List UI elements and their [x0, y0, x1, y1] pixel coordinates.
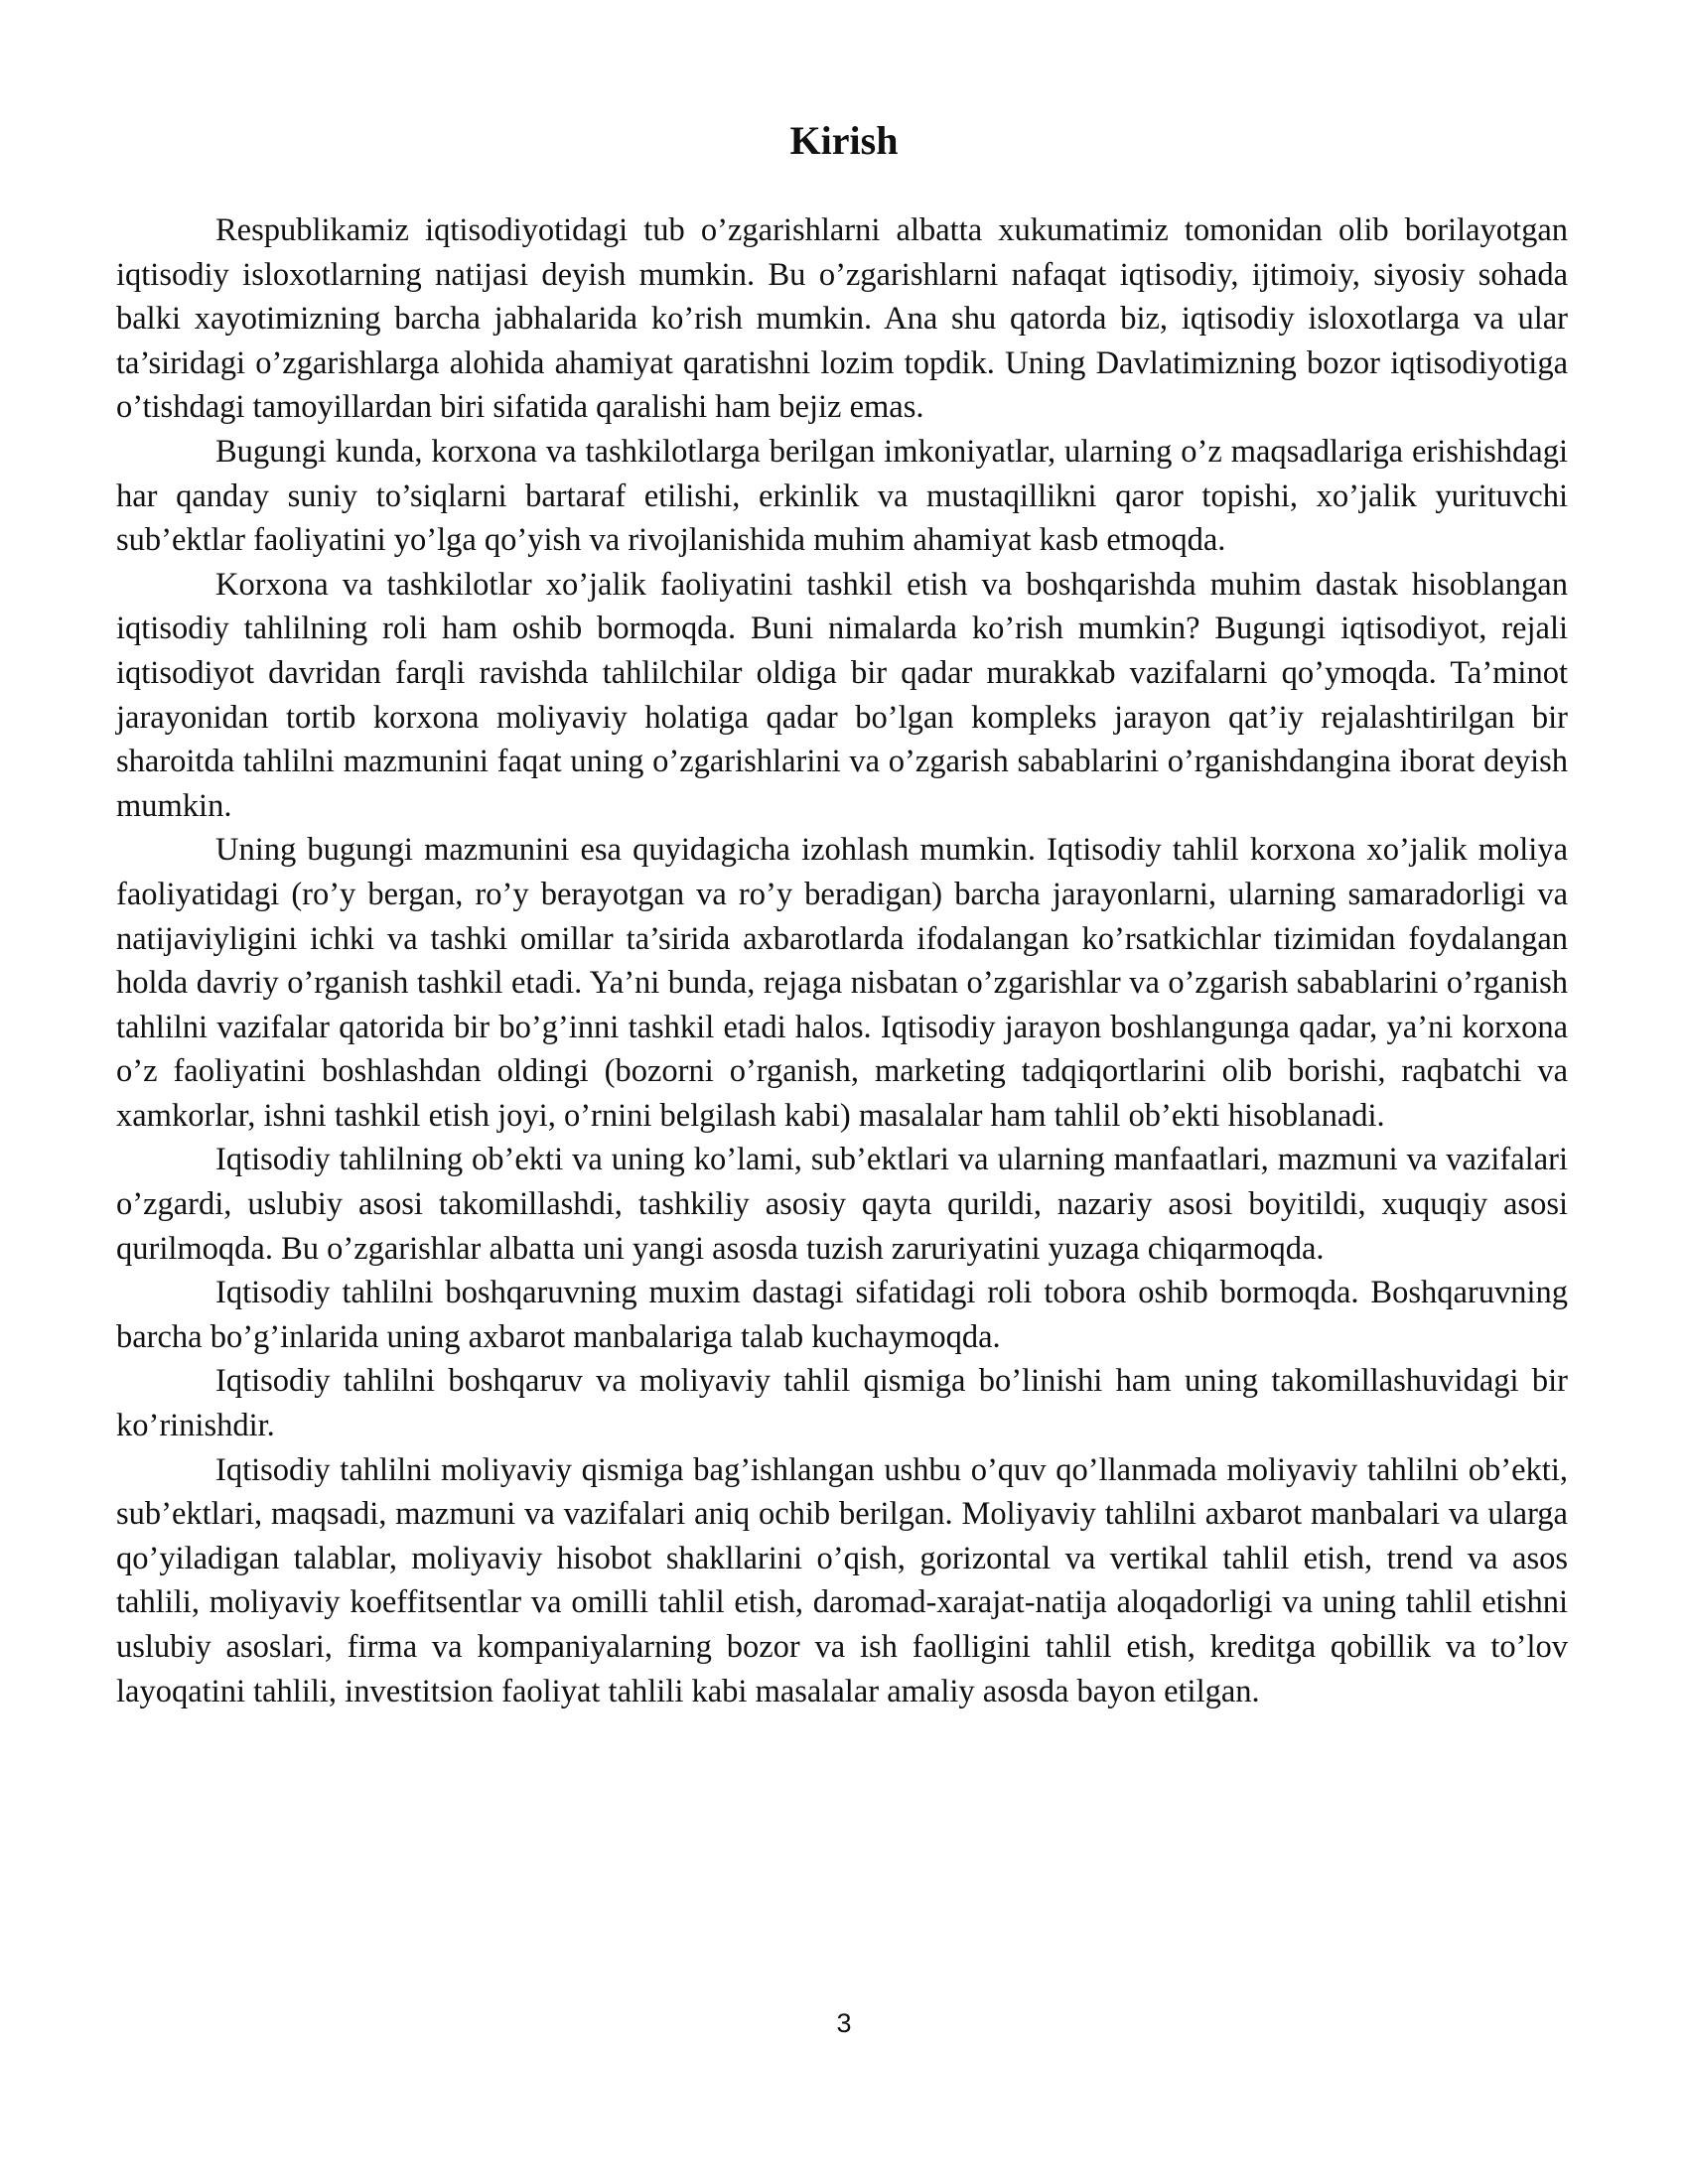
paragraph-4: Uning bugungi mazmunini esa quyidagicha izohlash mumkin. Iqtisodiy tahlil korxona xo’jalik moliya faoliyatidagi (ro’y bergan, ro’y berayotgan va ro’y beradigan) barcha jarayonlarni, ularning samaradorligi va natijaviyligini ichki va tashki omillar ta’sirida axbarotlarda ifodalangan ko’rsatkichlar tizimidan foydalangan holda davriy o’rganish tashkil etadi. Ya’ni bunda, rejaga nisbatan o’zgarishlar va o’zgarish sabablarini o’rganish tahlilni vazifalar qatorida bir bo’g’inni tashkil etadi halos. Iqtisodiy jarayon boshlangunga qadar, ya’ni korxona o’z faoliyatini boshlashdan oldingi (bozorni o’rganish, marketing tadqiqortlarini olib borishi, raqbatchi va xamkorlar, ishni tashkil etish joyi, o’rnini belgilash kabi) masalalar ham tahlil ob’ekti hisoblanadi. — [116, 832, 1568, 1134]
paragraph-7: Iqtisodiy tahlilni boshqaruv va moliyaviy tahlil qismiga bo’linishi ham uning takomillashuvidagi bir ko’rinishdir. — [116, 1363, 1568, 1444]
paragraph-8: Iqtisodiy tahlilni moliyaviy qismiga bag’ishlangan ushbu o’quv qo’llanmada moliyaviy tahlilni ob’ekti, sub’ektlari, maqsadi, mazmuni va vazifalari aniq ochib berilgan. Moliyaviy tahlilni axbarot manbalari va ularga qo’yiladigan talablar, moliyaviy hisobot shakllarini o’qish, gorizontal va vertikal tahlil etish, trend va asos tahlili, moliyaviy koeffitsentlar va omilli tahlil etish, daromad-xarajat-natija aloqadorligi va uning tahlil etishni uslubiy asoslari, firma va kompaniyalarning bozor va ish faolligini tahlil etish, kreditga qobillik va to’lov layoqatini tahlili, investitsion faoliyat tahlili kabi masalalar amaliy asosda bayon etilgan. — [116, 1451, 1568, 1709]
paragraph-1: Respublikamiz iqtisodiyotidagi tub o’zgarishlarni albatta xukumatimiz tomonidan olib borilayotgan iqtisodiy isloxotlarning natijasi deyish mumkin. Bu o’zgarishlarni nafaqat iqtisodiy, ijtimoiy, siyosiy sohada balki xayotimizning barcha jabhalarida ko’rish mumkin. Ana shu qatorda biz, iqtisodiy isloxotlarga va ular ta’siridagi o’zgarishlarga alohida ahamiyat qaratishni lozim topdik. Uning Davlatimizning bozor iqtisodiyotiga o’tishdagi tamoyillardan biri sifatida qaralishi ham bejiz emas. — [116, 212, 1568, 426]
paragraph-3: Korxona va tashkilotlar xo’jalik faoliyatini tashkil etish va boshqarishda muhim dastak hisoblangan iqtisodiy tahlilning roli ham oshib bormoqda. Buni nimalarda ko’rish mumkin? Bugungi iqtisodiyot, rejali iqtisodiyot davridan farqli ravishda tahlilchilar oldiga bir qadar murakkab vazifalarni qo’ymoqda. Ta’minot jarayonidan tortib korxona moliyaviy holatiga qadar bo’lgan kompleks jarayon qat’iy rejalashtirilgan bir sharoitda tahlilni mazmunini faqat uning o’zgarishlarini va o’zgarish sabablarini o’rganishdangina iborat deyish mumkin. — [116, 566, 1568, 824]
paragraph-6: Iqtisodiy tahlilni boshqaruvning muxim dastagi sifatidagi roli tobora oshib bormoqda. Boshqaruvning barcha bo’g’inlarida uning axbarot manbalariga talab kuchaymoqda. — [116, 1275, 1568, 1355]
page-title: Kirish — [789, 118, 899, 163]
body-text — [116, 208, 1568, 1713]
paragraph-5: Iqtisodiy tahlilning ob’ekti va uning ko’lami, sub’ektlari va ularning manfaatlari, mazmuni va vazifalari o’zgardi, uslubiy asosi takomillashdi, tashkiliy asosiy qayta qurildi, nazariy asosi boyitildi, xuquqiy asosi qurilmoqda. Bu o’zgarishlar albatta uni yangi asosda tuzish zaruriyatini yuzaga chiqarmoqda. — [116, 1142, 1568, 1267]
paragraph-2: Bugungi kunda, korxona va tashkilotlarga berilgan imkoniyatlar, ularning o’z maqsadlariga erishishdagi har qanday suniy to’siqlarni bartaraf etilishi, erkinlik va mustaqillikni qaror topishi, xo’jalik yurituvchi sub’ektlar faoliyatini yo’lga qo’yish va rivojlanishida muhim ahamiyat kasb etmoqda. — [116, 433, 1568, 559]
page-number: 3 — [836, 2008, 852, 2038]
